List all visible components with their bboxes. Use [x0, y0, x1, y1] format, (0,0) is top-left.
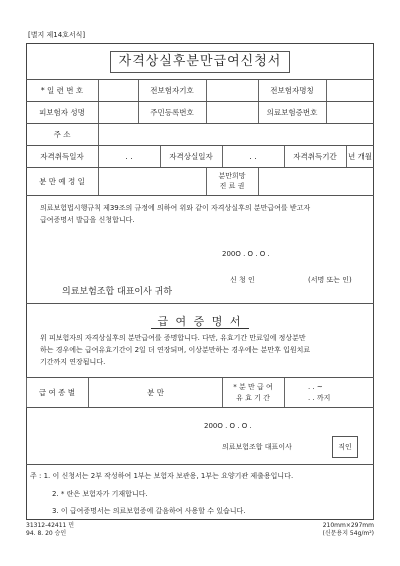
prev-insurer-name-field[interactable]: [327, 80, 373, 101]
certificate-text: [40, 332, 310, 368]
validity-period-field[interactable]: [308, 382, 330, 404]
certificate-date[interactable]: 200О . О . О .: [204, 422, 252, 430]
note-1: 주 : 1. 이 신청서는 2부 작성하여 1부는 보험자 보관용, 1부는 요양기관 제출용입니다.: [30, 472, 294, 480]
note-3: 3. 이 급여증명서는 의료보험증에 갈음하여 사용할 수 있습니다.: [52, 507, 246, 515]
paper-type: (신문용지 54g/m²): [322, 530, 374, 537]
certificate-title: 급 여 증 명 서: [151, 315, 248, 329]
paper-size: 210mm×297mm: [322, 522, 374, 529]
row-delivery: [26, 167, 374, 195]
expected-delivery-date-field[interactable]: [99, 168, 205, 195]
applicant-label: 신 청 인: [230, 276, 255, 284]
application-text-line1: 의료보험법시행규칙 제39조의 규정에 의하여 위와 같이 자격상실후의 분만급여를 받고자: [40, 204, 311, 212]
expected-delivery-date-label: 분 만 예 정 일: [39, 177, 85, 186]
benefit-type-value: 분 만: [147, 388, 164, 397]
loss-date-label: 자격상실일자: [169, 152, 213, 161]
validity-start: . . ~: [308, 383, 323, 391]
notes-section: [26, 464, 374, 520]
prev-insurer-name-label: 전보험자명칭: [270, 86, 314, 95]
insurance-card-number-field[interactable]: [327, 102, 373, 123]
serial-number-field[interactable]: [99, 80, 137, 101]
title-area: [26, 43, 374, 79]
loss-date-field[interactable]: . .: [249, 152, 257, 161]
row-insured: [26, 101, 374, 123]
paper-spec: [300, 522, 374, 538]
application-date[interactable]: 200О . О . О .: [222, 250, 270, 258]
resident-number-field[interactable]: [207, 102, 257, 123]
prev-insurer-code-label: 전보험자기호: [150, 86, 194, 95]
address-label: 주 소: [53, 130, 71, 139]
certificate-text-line3: 기간까지 연장됩니다.: [40, 358, 106, 366]
insured-name-label: 피보험자 성명: [39, 108, 85, 117]
resident-number-label: 주민등록번호: [150, 108, 194, 117]
acquisition-date-field[interactable]: . .: [125, 152, 133, 161]
validity-label-line2: 유 효 기 간: [236, 394, 270, 402]
row-benefit: [26, 377, 374, 407]
qualification-period-field[interactable]: 년 개월: [347, 152, 373, 161]
application-section: [26, 195, 374, 295]
validity-label: [222, 382, 284, 404]
certificate-text-line1: 위 피보험자의 자격상실후의 분만급여를 증명합니다. 다만, 유효기간 만료일에 정상분만: [40, 334, 306, 342]
serial-number-label: * 일 련 번 호: [40, 86, 84, 95]
row-address: [26, 123, 374, 145]
acquisition-date-label: 자격취득일자: [40, 152, 84, 161]
form-approval-code: [26, 522, 74, 538]
issuer-name: 의료보험조합 대표이사: [222, 443, 292, 451]
address-field[interactable]: [99, 124, 373, 145]
prev-insurer-code-field[interactable]: [207, 80, 257, 101]
row-qualification: [26, 145, 374, 167]
issuance-section: [26, 407, 374, 464]
benefit-type-label: 급 여 종 별: [38, 388, 76, 397]
form-title: 자격상실후분만급여신청서: [110, 51, 291, 73]
application-text: [40, 202, 310, 226]
certificate-title-wrap: [26, 310, 374, 329]
preferred-clinic-field[interactable]: [259, 168, 373, 195]
official-seal-box: 직인: [332, 436, 358, 458]
qualification-period-label: 자격취득기간: [293, 152, 337, 161]
row-serial: [26, 79, 374, 101]
preferred-clinic-label: [206, 171, 258, 191]
approval-date: 94. 8. 20 승인: [26, 530, 67, 537]
form-code: 31312-42411 민: [26, 522, 75, 529]
insured-name-field[interactable]: [99, 102, 137, 123]
preferred-clinic-label-line1: 분만희망: [218, 172, 246, 180]
certificate-text-line2: 하는 경우에는 급여유효기간이 2일 더 연장되며, 이상분만하는 경우에는 분만후 입원치료: [40, 346, 311, 354]
application-text-line2: 급여증명서 발급을 신청합니다.: [40, 216, 135, 224]
validity-label-line1: * 분 만 급 여: [233, 383, 273, 391]
insurance-card-number-label: 의료보험증번호: [266, 108, 318, 117]
validity-end: . . 까지: [308, 394, 331, 402]
note-2: 2. * 란은 보험자가 기재합니다.: [52, 490, 148, 498]
application-addressee: 의료보험조합 대표이사 귀하: [62, 287, 173, 297]
form-number-label: [별지 제14호서식]: [28, 31, 86, 39]
preferred-clinic-label-line2: 진 료 권: [219, 182, 245, 190]
certificate-section: [26, 303, 374, 377]
signature-note: (서명 또는 인): [308, 276, 352, 284]
